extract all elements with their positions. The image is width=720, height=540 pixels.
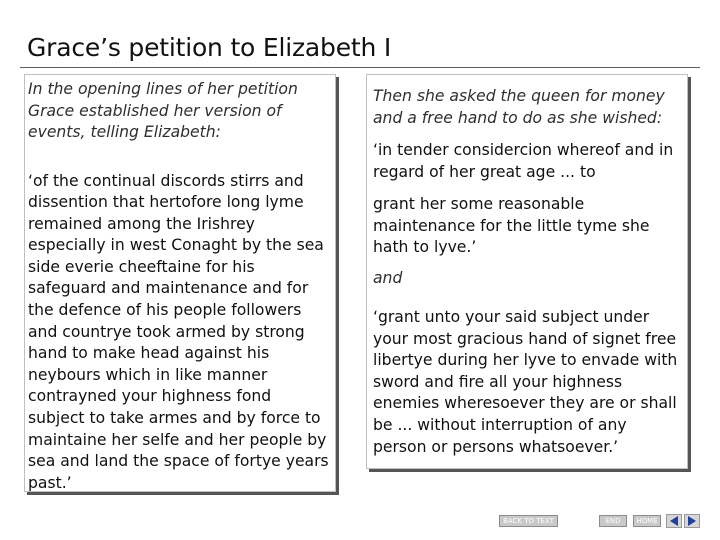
- right-text-panel: [366, 74, 688, 469]
- left-text-panel: [24, 74, 336, 492]
- right-quote-3: ‘grant unto your said subject under your most gracious hand of signet free libertye during her lyve to envade with sword and fire all your highness enemies wheresoever they are or shall be ... without interruption of any person or persons whatsoever.’: [373, 308, 678, 456]
- home-button[interactable]: HOME: [633, 515, 661, 527]
- right-quote-2: grant her some reasonable maintenance for the little tyme she hath to lyve.’: [373, 195, 650, 256]
- right-intro-text: Then she asked the queen for money and a free hand to do as she wished:: [373, 87, 665, 127]
- right-quote-1: ‘in tender considercion whereof and in regard of her great age ... to: [373, 141, 674, 181]
- right-conjunction: and: [373, 268, 403, 287]
- slide-title: Grace’s petition to Elizabeth I: [27, 33, 392, 62]
- triangle-left-icon: [667, 515, 681, 527]
- left-quote-text: ‘of the continual discords stirrs and dissention that hertofore long lyme remained among the Irishrey especially in west Conaght by the sea side everie cheeftaine for his safeguard and maintenance and for the defence of his people followers and countrye took armed by strong hand to make head against his neybours which in like manner contrayned your highness fond subject to take armes and by force to maintaine her selfe and her people by sea and land the space of fortye years past.’: [28, 171, 329, 492]
- triangle-right-icon: [685, 515, 699, 527]
- title-divider: [20, 67, 700, 68]
- previous-slide-button[interactable]: [666, 514, 682, 528]
- back-to-text-button[interactable]: BACK TO TEXT: [499, 515, 558, 527]
- next-slide-button[interactable]: [684, 514, 700, 528]
- left-intro-text: In the opening lines of her petition Grace established her version of events, telling Elizabeth:: [28, 80, 298, 141]
- end-button[interactable]: END: [599, 515, 627, 527]
